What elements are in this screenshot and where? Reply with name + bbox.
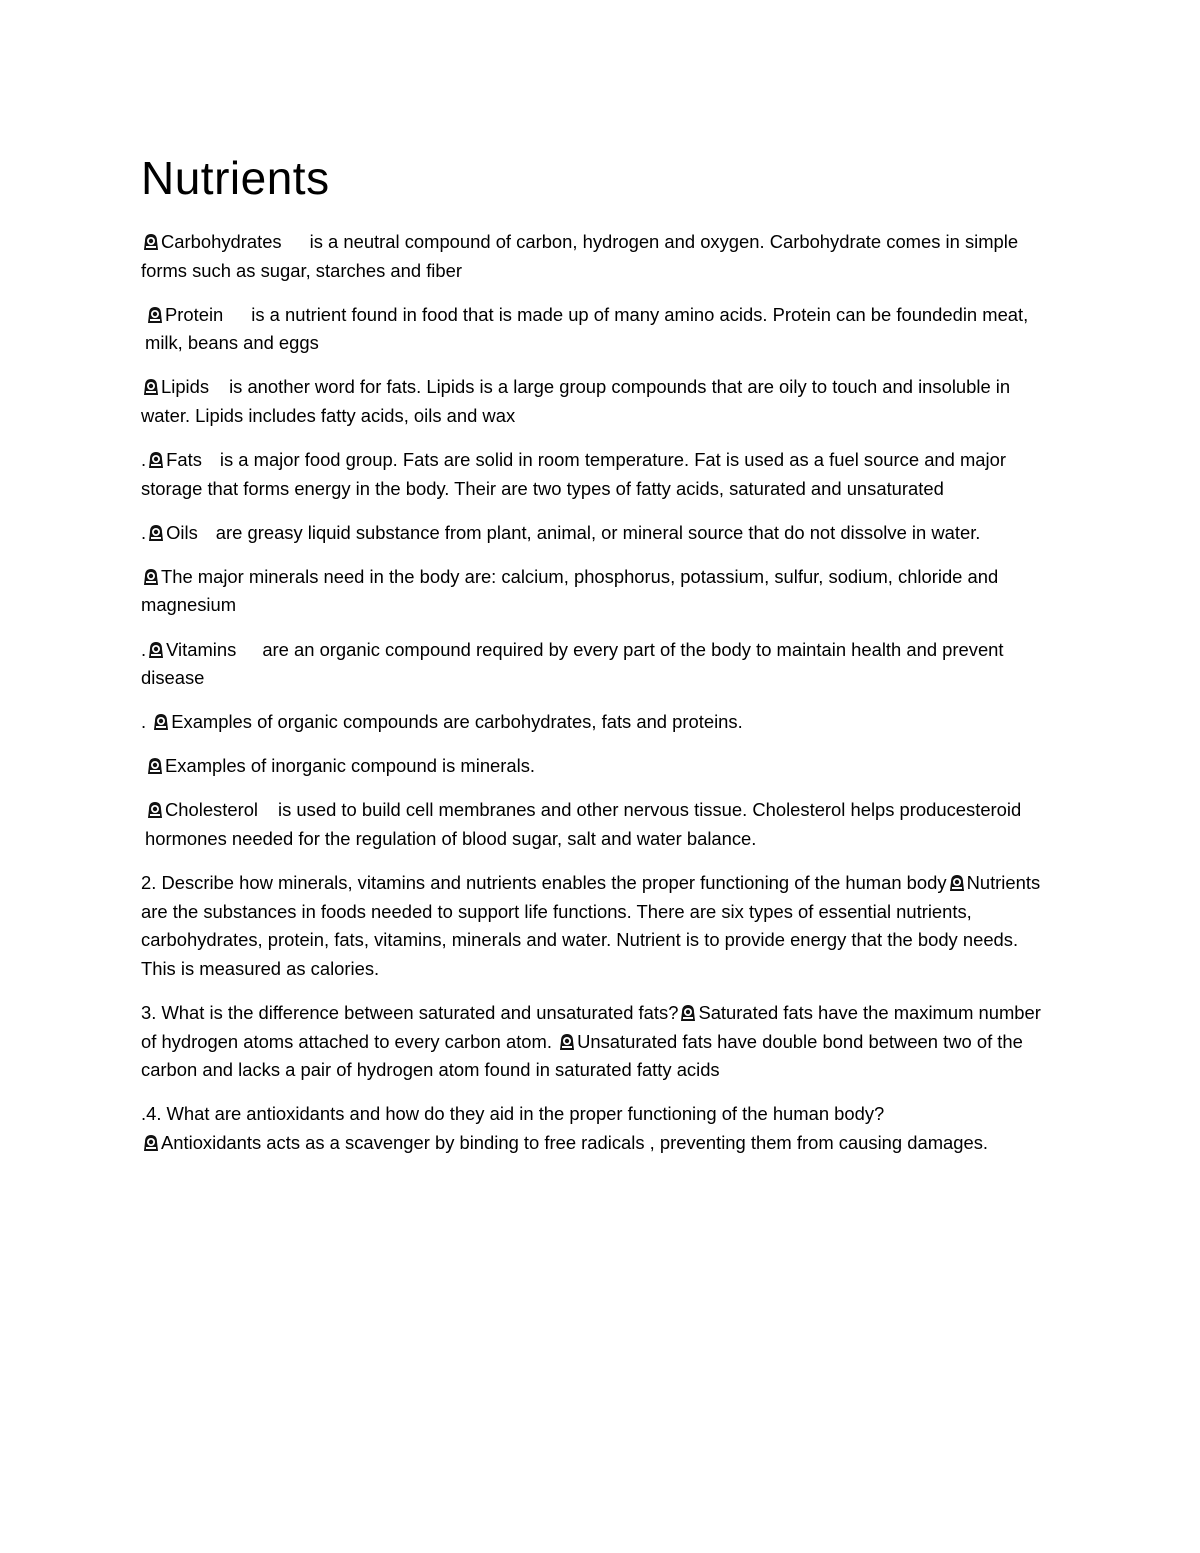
glyph-icon	[146, 523, 166, 542]
glyph-icon	[141, 567, 161, 586]
paragraph-text: is a nutrient found in food that is made up of many amino acids. Protein can be foundedin meat, milk, beans and eggs	[145, 303, 1029, 354]
term-label: Fats	[166, 449, 202, 471]
page-title: Nutrients	[141, 152, 330, 204]
paragraph-text: Examples of inorganic compound is minerals.	[165, 755, 536, 777]
answer-text: Unsaturated fats have double bond between two of the carbon and lacks a pair of hydrogen atom found in saturated fatty acids	[141, 1030, 1023, 1081]
prefix-mark: .	[141, 449, 147, 471]
document-body	[141, 228, 1056, 1173]
answer-text: Nutrients are the substances in foods needed to support life functions. There are six types of essential nutrients, carbohydrates, protein, fats, vitamins, minerals and water. Nutrient is to provide energy that the body needs. This is measured as calories.	[141, 872, 1041, 979]
glyph-icon	[947, 873, 967, 892]
paragraph-text: Examples of organic compounds are carbohydrates, fats and proteins.	[171, 711, 743, 733]
glyph-icon	[557, 1032, 577, 1051]
paragraph-fats	[141, 446, 1056, 503]
prefix-mark: .	[141, 521, 147, 543]
answer-text: Saturated fats have the maximum number of hydrogen atoms attached to every carbon atom.	[141, 1001, 1046, 1052]
glyph-icon	[141, 232, 161, 251]
question-3	[141, 999, 1056, 1085]
prefix-mark: .	[141, 711, 152, 733]
question-text: 3. What is the difference between saturated and unsaturated fats?	[141, 1001, 679, 1023]
glyph-icon	[145, 305, 165, 324]
question-text: .4. What are antioxidants and how do they aid in the proper functioning of the human body?	[141, 1103, 885, 1125]
glyph-icon	[141, 377, 161, 396]
glyph-icon	[146, 450, 166, 469]
answer-text: Antioxidants acts as a scavenger by binding to free radicals , preventing them from causing damages.	[161, 1131, 989, 1153]
paragraph-carbohydrates	[141, 228, 1056, 285]
question-2	[141, 869, 1056, 983]
term-label: Lipids	[161, 376, 210, 398]
paragraph-text: is a neutral compound of carbon, hydrogen and oxygen. Carbohydrate comes in simple forms such as sugar, starches and fiber	[141, 231, 1019, 281]
glyph-icon	[146, 640, 166, 659]
term-label: Carbohydrates	[161, 231, 282, 252]
paragraph-inorganic-examples	[141, 752, 1056, 781]
paragraph-oils	[141, 519, 1056, 548]
paragraph-text: is another word for fats. Lipids is a large group compounds that are oily to touch and insoluble in water. Lipids includes fatty acids, oils and wax	[141, 376, 1011, 426]
term-label: Protein	[165, 303, 224, 325]
question-4	[141, 1100, 1056, 1157]
glyph-icon	[141, 1133, 161, 1152]
paragraph-minerals	[141, 563, 1056, 620]
glyph-icon	[678, 1003, 698, 1022]
paragraph-text: is used to build cell membranes and other nervous tissue. Cholesterol helps producesteroid hormones needed for the regulation of blood sugar, salt and water balance.	[145, 799, 1022, 849]
glyph-icon	[145, 800, 165, 819]
term-label: Oils	[166, 521, 198, 543]
paragraph-vitamins	[141, 636, 1056, 693]
question-text: 2. Describe how minerals, vitamins and nutrients enables the proper functioning of the human body	[141, 872, 947, 894]
paragraph-cholesterol	[141, 796, 1056, 853]
paragraph-text: The major minerals need in the body are: calcium, phosphorus, potassium, sulfur, sodium, chloride and magnesium	[141, 565, 999, 616]
paragraph-organic-examples	[141, 708, 1056, 737]
term-label: Cholesterol	[165, 799, 259, 821]
paragraph-text: is a major food group. Fats are solid in room temperature. Fat is used as a fuel source and major storage that forms energy in the body. Their are two types of fatty acids, saturated and unsaturated	[141, 449, 1006, 499]
paragraph-protein	[141, 301, 1056, 358]
glyph-icon	[151, 712, 171, 731]
paragraph-text: are an organic compound required by every part of the body to maintain health and prevent disease	[141, 638, 1004, 689]
prefix-mark: .	[141, 638, 147, 660]
paragraph-text: are greasy liquid substance from plant, animal, or mineral source that do not dissolve in water.	[215, 521, 981, 543]
paragraph-lipids	[141, 373, 1056, 430]
term-label: Vitamins	[166, 638, 237, 660]
glyph-icon	[145, 756, 165, 775]
